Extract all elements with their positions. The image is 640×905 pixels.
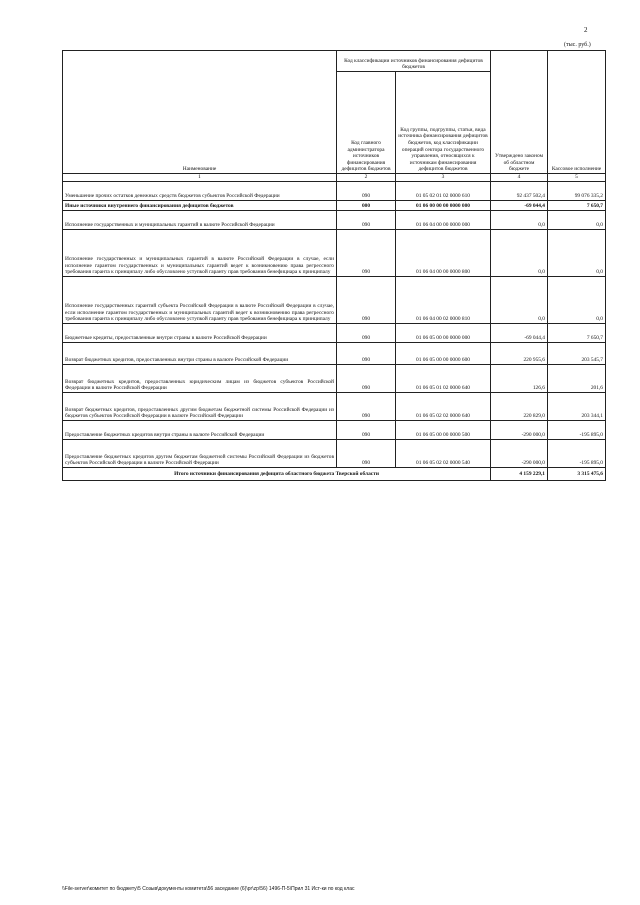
row-admin-code: 090 — [337, 421, 396, 440]
header-admin-code: Код главного администратора источников финансирования дефицитов бюджетов — [337, 72, 396, 174]
table-row — [63, 201, 606, 211]
table-row — [63, 230, 606, 277]
column-number: 1 — [63, 174, 337, 182]
row-admin-code: 090 — [337, 440, 396, 468]
row-executed: 99 076 335,2 — [548, 182, 606, 201]
row-name: Уменьшение прочих остатков денежных средств бюджетов субъектов Российской Федерации — [63, 182, 337, 201]
row-admin-code: 090 — [337, 324, 396, 343]
row-admin-code: 090 — [337, 343, 396, 365]
row-name: Исполнение государственных гарантий субъекта Российской Федерации в валюте Российской Федерации в случае, если исполнение гарантом государственных и муниципальных гарантий ведет к возникновению права регрессного требования гаранта к принципалу либо обусловлено уступкой гаранту прав требования бенефициара к принципалу — [63, 277, 337, 324]
column-number: 2 — [337, 174, 396, 182]
row-admin-code: 090 — [337, 182, 396, 201]
row-executed: 0,0 — [548, 277, 606, 324]
row-executed: 203 545,7 — [548, 343, 606, 365]
row-code: 01 06 05 02 02 0000 640 — [396, 393, 491, 421]
row-approved: 0,0 — [491, 277, 548, 324]
row-executed: 7 650,7 — [548, 324, 606, 343]
row-approved: 126,6 — [491, 365, 548, 393]
row-code: 01 06 04 00 00 0000 000 — [396, 211, 491, 230]
row-executed: -195 895,0 — [548, 421, 606, 440]
row-approved: -290 000,0 — [491, 421, 548, 440]
table-row — [63, 211, 606, 230]
row-name: Иные источники внутреннего финансирования дефицитов бюджетов — [63, 201, 337, 211]
row-code: 01 06 04 00 02 0000 810 — [396, 277, 491, 324]
table-row — [63, 324, 606, 343]
row-code: 01 05 02 01 02 0000 610 — [396, 182, 491, 201]
row-name: Исполнение государственных и муниципальных гарантий в валюте Российской Федерации в случае, если исполнение гарантом государственных и муниципальных гарантий ведет к возникновению права регрессного требования гаранта к принципалу либо обусловлено уступкой гаранту прав требования бенефициара к принципалу — [63, 230, 337, 277]
header-approved: Утверждено законом об областном бюджете — [491, 51, 548, 174]
row-name: Возврат бюджетных кредитов, предоставленных другим бюджетам бюджетной системы Российской Федерации из бюджетов субъектов Российской Федерации в валюте Российской Федерации — [63, 393, 337, 421]
row-admin-code: 090 — [337, 211, 396, 230]
row-executed: 0,0 — [548, 211, 606, 230]
row-name: Возврат бюджетных кредитов, предоставленных внутри страны в валюте Российской Федерации — [63, 343, 337, 365]
row-admin-code: 090 — [337, 230, 396, 277]
header-row-1 — [63, 51, 606, 72]
row-admin-code: 090 — [337, 365, 396, 393]
row-approved: 0,0 — [491, 211, 548, 230]
row-approved: -69 044,4 — [491, 324, 548, 343]
sources-table — [62, 50, 606, 481]
row-code: 01 06 05 02 02 0000 540 — [396, 440, 491, 468]
row-name: Предоставление бюджетных кредитов внутри страны в валюте Российской Федерации — [63, 421, 337, 440]
row-approved: -290 000,0 — [491, 440, 548, 468]
page-number: 2 — [584, 26, 588, 34]
table-row — [63, 343, 606, 365]
total-row — [63, 468, 606, 481]
row-executed: 201,6 — [548, 365, 606, 393]
units-label: (тыс. руб.) — [564, 42, 591, 48]
row-code: 01 06 05 01 02 0000 640 — [396, 365, 491, 393]
row-code: 01 06 04 00 00 0000 800 — [396, 230, 491, 277]
row-code: 01 06 05 00 00 0000 000 — [396, 324, 491, 343]
total-label: Итого источники финансирования дефицита областного бюджета Тверской области — [63, 468, 491, 481]
row-executed: 203 344,1 — [548, 393, 606, 421]
row-admin-code: 090 — [337, 393, 396, 421]
row-admin-code: 000 — [337, 201, 396, 211]
total-executed: 3 315 475,6 — [548, 468, 606, 481]
row-executed: -195 895,0 — [548, 440, 606, 468]
file-path-footer: \\File-server\комитет по бюджету\5 Созыв\документы комитета\56 заседание (6)\pr\zp\56) 1496-П-5\Прил 31 Ист-ки по код клас — [62, 886, 355, 892]
row-code: 01 06 05 00 00 0000 600 — [396, 343, 491, 365]
row-approved: 0,0 — [491, 230, 548, 277]
column-numbers-row — [63, 174, 606, 182]
row-name: Исполнение государственных и муниципальных гарантий в валюте Российской Федерации — [63, 211, 337, 230]
header-executed: Кассовое исполнение — [548, 51, 606, 174]
total-approved: 4 159 229,1 — [491, 468, 548, 481]
header-group-code: Код группы, подгруппы, статьи, вида источника финансирования дефицитов бюджетов, код классификации операций сектора государственного управления, относящихся к источникам финансирования дефицитов бюджетов — [396, 72, 491, 174]
row-approved: 220 955,6 — [491, 343, 548, 365]
column-number: 4 — [491, 174, 548, 182]
row-executed: 0,0 — [548, 230, 606, 277]
header-name: Наименование — [63, 51, 337, 174]
row-approved: 220 829,0 — [491, 393, 548, 421]
column-number: 5 — [548, 174, 606, 182]
table-row — [63, 393, 606, 421]
row-code: 01 06 05 00 00 0000 500 — [396, 421, 491, 440]
column-number: 3 — [396, 174, 491, 182]
table-row — [63, 440, 606, 468]
table-row — [63, 421, 606, 440]
header-classification: Код классификации источников финансирования дефицитов бюджетов — [337, 51, 491, 72]
row-name: Возврат бюджетных кредитов, предоставленных юридическим лицам из бюджетов субъектов Российской Федерации в валюте Российской Федерации — [63, 365, 337, 393]
row-code: 01 06 00 00 00 0000 000 — [396, 201, 491, 211]
row-executed: 7 650,7 — [548, 201, 606, 211]
table-row — [63, 365, 606, 393]
table-row — [63, 182, 606, 201]
row-approved: 92 437 502,4 — [491, 182, 548, 201]
row-name: Бюджетные кредиты, предоставленные внутри страны в валюте Российской Федерации — [63, 324, 337, 343]
row-approved: -69 044,4 — [491, 201, 548, 211]
table-row — [63, 277, 606, 324]
row-admin-code: 090 — [337, 277, 396, 324]
row-name: Предоставление бюджетных кредитов другим бюджетам бюджетной системы Российской Федерации из бюджетов субъектов Российской Федерации в валюте Российской Федерации — [63, 440, 337, 468]
